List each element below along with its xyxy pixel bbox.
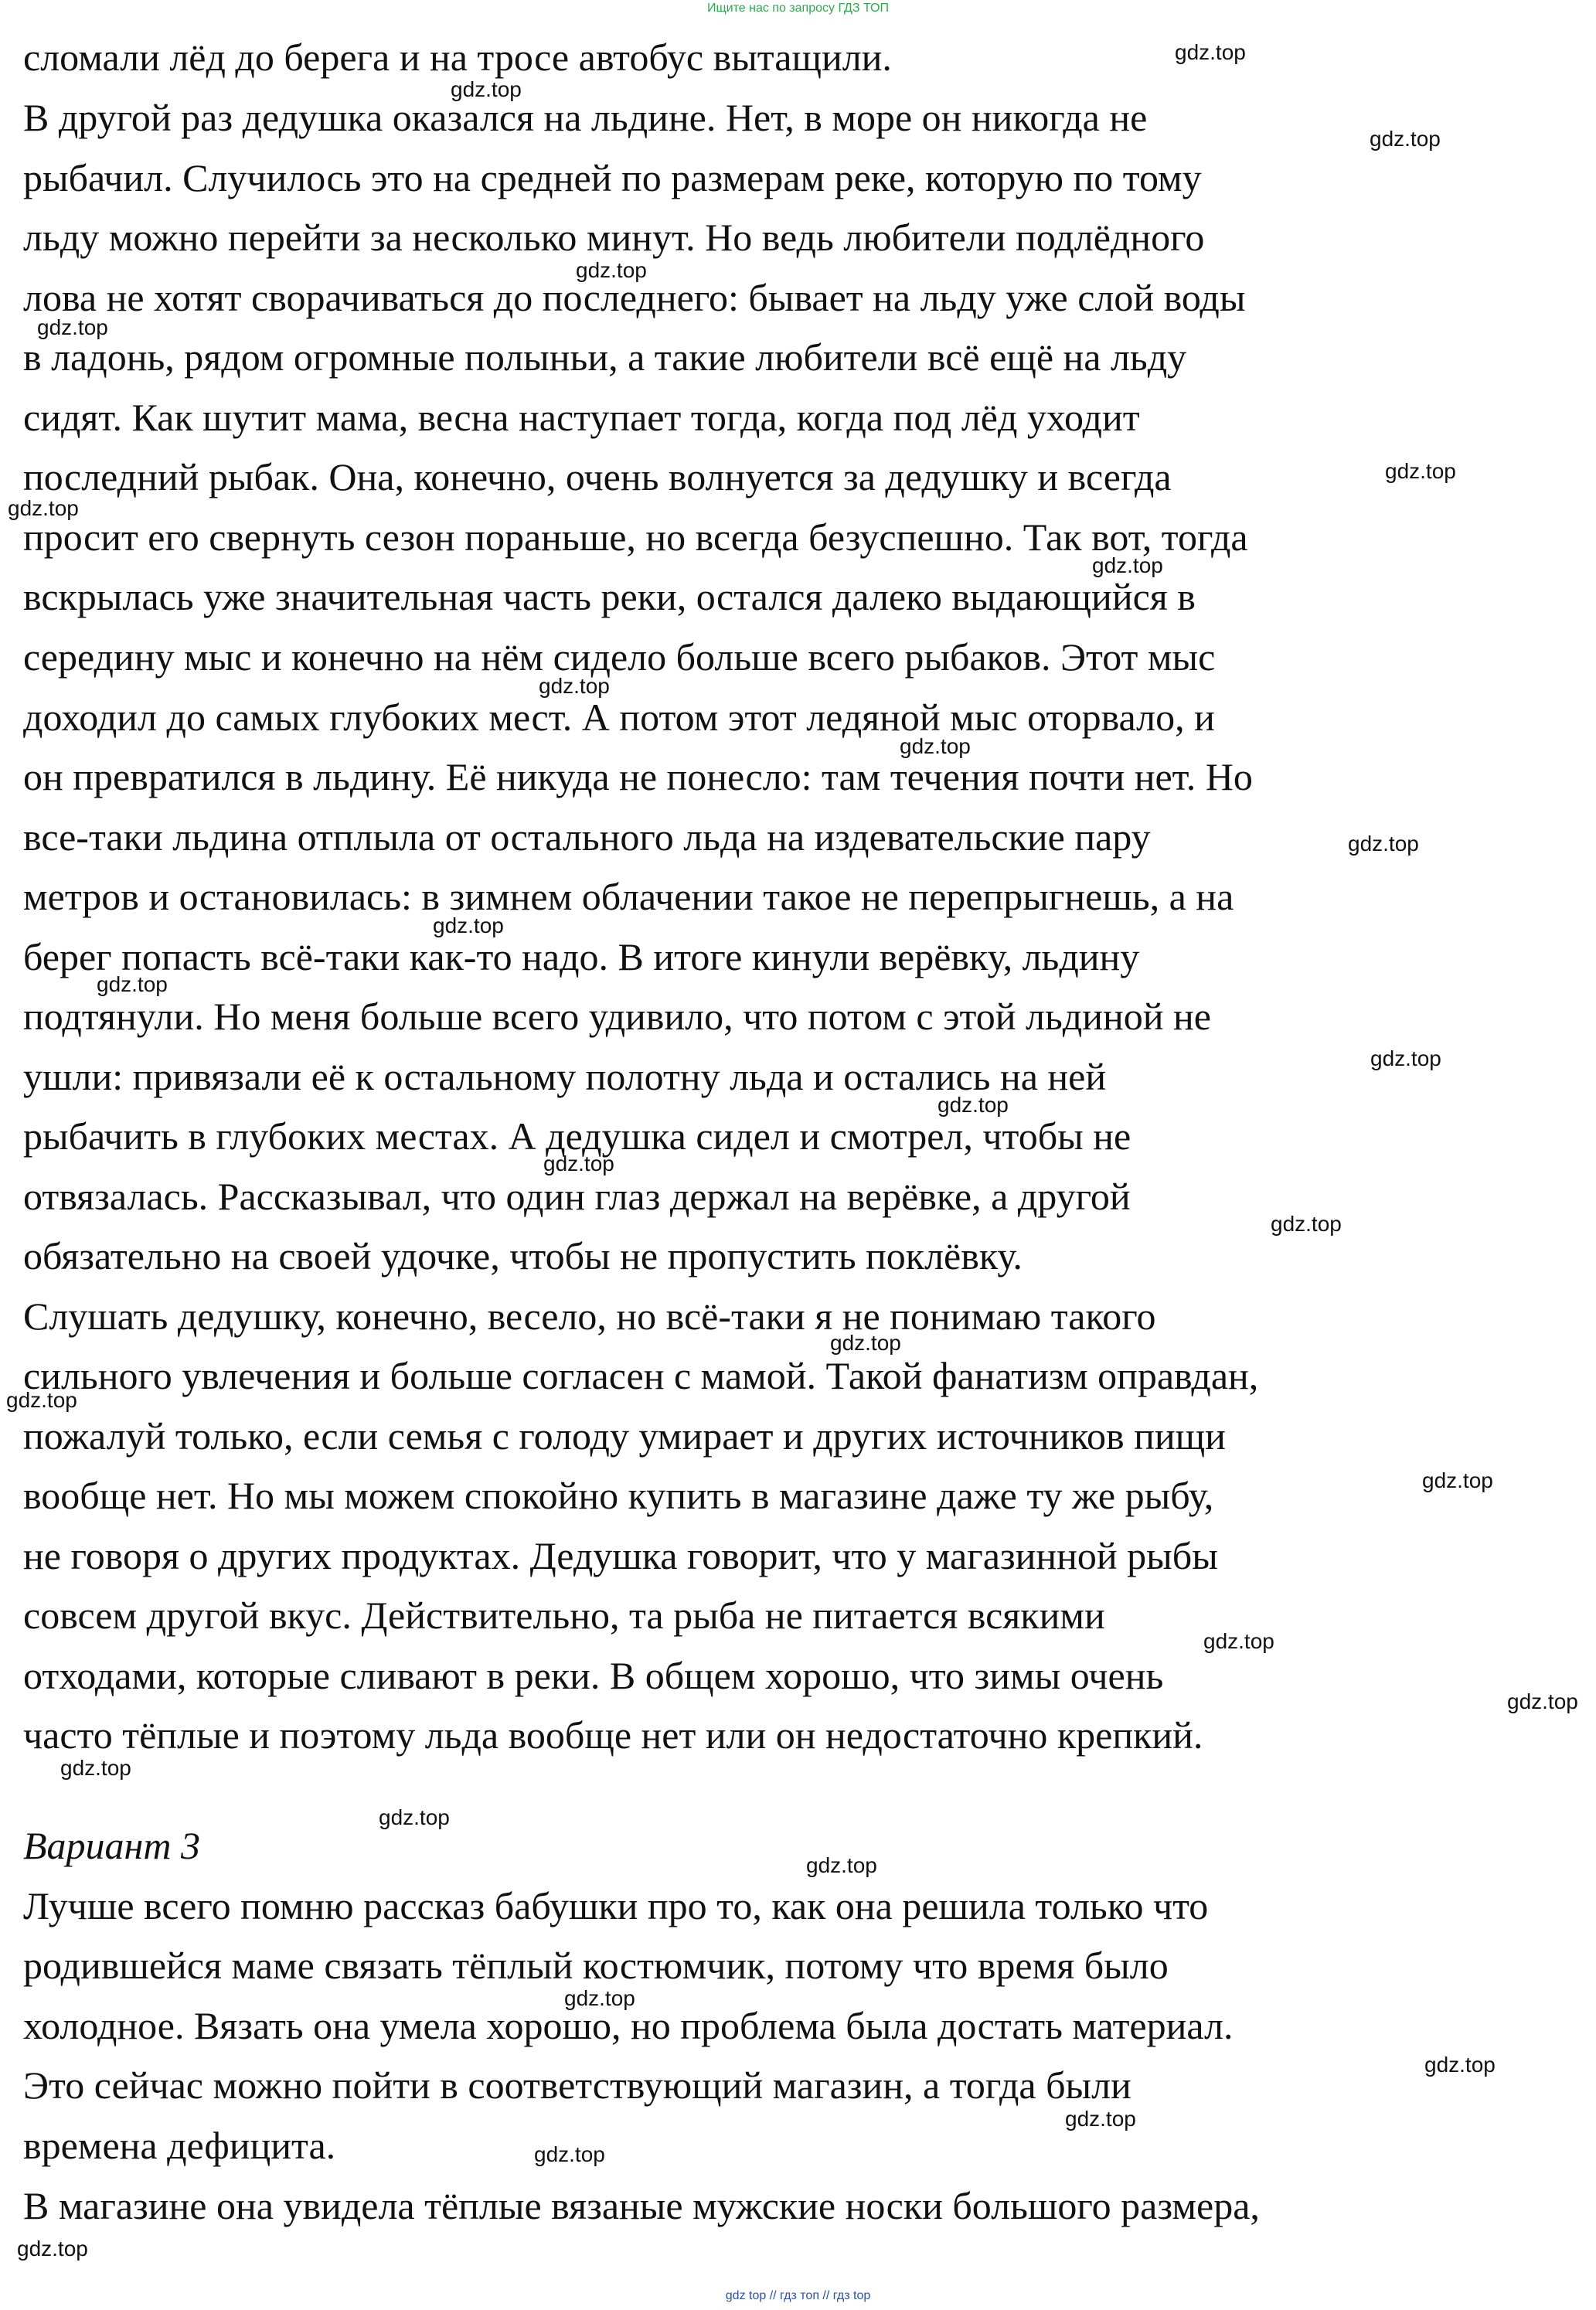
text-line: не говоря о других продуктах. Дедушка говорит, что у магазинной рыбы — [23, 1534, 1218, 1577]
text-line: времена дефицита. — [23, 2124, 336, 2167]
text-line: отходами, которые сливают в реки. В общем хорошо, что зимы очень — [23, 1654, 1164, 1697]
watermark: gdz.top — [1348, 832, 1419, 856]
watermark: gdz.top — [1092, 553, 1163, 577]
text-line: пожалуй только, если семья с голоду умирает и других источников пищи — [23, 1414, 1226, 1458]
watermark: gdz.top — [37, 315, 108, 339]
watermark: gdz.top — [433, 913, 504, 937]
text-line: в ладонь, рядом огромные полыньи, а такие любители всё ещё на льду — [23, 335, 1187, 379]
text-line: Лучше всего помню рассказ бабушки про то, как она решила только что — [23, 1884, 1209, 1927]
text-line: В другой раз дедушка оказался на льдине. Нет, в море он никогда не — [23, 96, 1148, 139]
watermark: gdz.top — [576, 258, 647, 282]
text-line: все-таки льдина отплыла от остального льда на издевательские пару — [23, 815, 1151, 859]
watermark: gdz.top — [1271, 1212, 1342, 1236]
text-line: середину мыс и конечно на нём сидело больше всего рыбаков. Этот мыс — [23, 635, 1216, 679]
watermark: gdz.top — [379, 1805, 450, 1829]
text-line: Это сейчас можно пойти в соответствующий магазин, а тогда были — [23, 2063, 1131, 2107]
text-line: обязательно на своей удочке, чтобы не пропустить поклёвку. — [23, 1234, 1023, 1277]
watermark: gdz.top — [830, 1331, 901, 1355]
text-line: берег попасть всё-таки как-то надо. В итоге кинули верёвку, льдину — [23, 935, 1140, 978]
watermark: gdz.top — [900, 734, 971, 758]
text-line: родившейся маме связать тёплый костюмчик, потому что время было — [23, 1944, 1169, 1987]
watermark: gdz.top — [97, 972, 168, 996]
watermark: gdz.top — [1507, 1689, 1578, 1713]
text-line: лова не хотят сворачиваться до последнего: бывает на льду уже слой воды — [23, 276, 1246, 319]
watermark: gdz.top — [17, 2237, 88, 2261]
variant-heading: Вариант 3 — [23, 1824, 200, 1867]
text-line: холодное. Вязать она умела хорошо, но проблема была достать материал. — [23, 2004, 1234, 2047]
watermark: gdz.top — [451, 77, 522, 101]
watermark: gdz.top — [938, 1093, 1009, 1117]
watermark: gdz.top — [1385, 459, 1456, 483]
text-line: Слушать дедушку, конечно, весело, но всё-таки я не понимаю такого — [23, 1294, 1156, 1338]
top-banner: Ищите нас по запросу ГДЗ ТОП — [707, 2, 889, 15]
watermark: gdz.top — [806, 1853, 877, 1877]
watermark: gdz.top — [539, 674, 610, 698]
watermark: gdz.top — [564, 1986, 635, 2010]
text-line: вскрылась уже значительная часть реки, остался далеко выдающийся в — [23, 575, 1196, 618]
text-line: просит его свернуть сезон пораньше, но всегда безуспешно. Так вот, тогда — [23, 515, 1248, 559]
footer-links: gdz top // гдз топ // гдз top — [725, 2289, 871, 2302]
watermark: gdz.top — [1203, 1629, 1274, 1653]
watermark: gdz.top — [1370, 127, 1441, 151]
text-line: часто тёплые и поэтому льда вообще нет или он недостаточно крепкий. — [23, 1713, 1203, 1757]
watermark: gdz.top — [6, 1388, 77, 1412]
text-line: сломали лёд до берега и на тросе автобус вытащили. — [23, 36, 892, 79]
text-line: вообще нет. Но мы можем спокойно купить в магазине даже ту же рыбу, — [23, 1474, 1214, 1517]
text-line: доходил до самых глубоких мест. А потом этот ледяной мыс оторвало, и — [23, 696, 1215, 739]
watermark: gdz.top — [60, 1756, 131, 1780]
watermark: gdz.top — [1424, 2053, 1496, 2077]
watermark: gdz.top — [534, 2142, 605, 2166]
watermark: gdz.top — [543, 1152, 614, 1175]
text-line: сильного увлечения и больше согласен с мамой. Такой фанатизм оправдан, — [23, 1354, 1259, 1397]
watermark: gdz.top — [1370, 1046, 1441, 1070]
text-line: сидят. Как шутит мама, весна наступает тогда, когда под лёд уходит — [23, 396, 1140, 439]
text-line: ушли: привязали её к остальному полотну льда и остались на ней — [23, 1055, 1107, 1098]
text-line: рыбачить в глубоких местах. А дедушка сидел и смотрел, чтобы не — [23, 1114, 1131, 1158]
watermark: gdz.top — [1422, 1468, 1493, 1492]
text-line: последний рыбак. Она, конечно, очень волнуется за дедушку и всегда — [23, 455, 1172, 498]
text-line: льду можно перейти за несколько минут. Но ведь любители подлёдного — [23, 216, 1205, 259]
text-line: совсем другой вкус. Действительно, та рыба не питается всякими — [23, 1594, 1105, 1637]
text-line: рыбачил. Случилось это на средней по размерам реке, которую по тому — [23, 156, 1202, 199]
text-line: В магазине она увидела тёплые вязаные мужские носки большого размера, — [23, 2184, 1260, 2227]
text-line: отвязалась. Рассказывал, что один глаз держал на верёвке, а другой — [23, 1175, 1131, 1218]
watermark: gdz.top — [1175, 40, 1246, 64]
text-line: он превратился в льдину. Её никуда не понесло: там течения почти нет. Но — [23, 755, 1253, 798]
watermark: gdz.top — [1065, 2107, 1136, 2131]
text-line: метров и остановилась: в зимнем облачении такое не перепрыгнешь, а на — [23, 875, 1234, 918]
text-line: подтянули. Но меня больше всего удивило, что потом с этой льдиной не — [23, 995, 1211, 1038]
watermark: gdz.top — [8, 496, 79, 520]
